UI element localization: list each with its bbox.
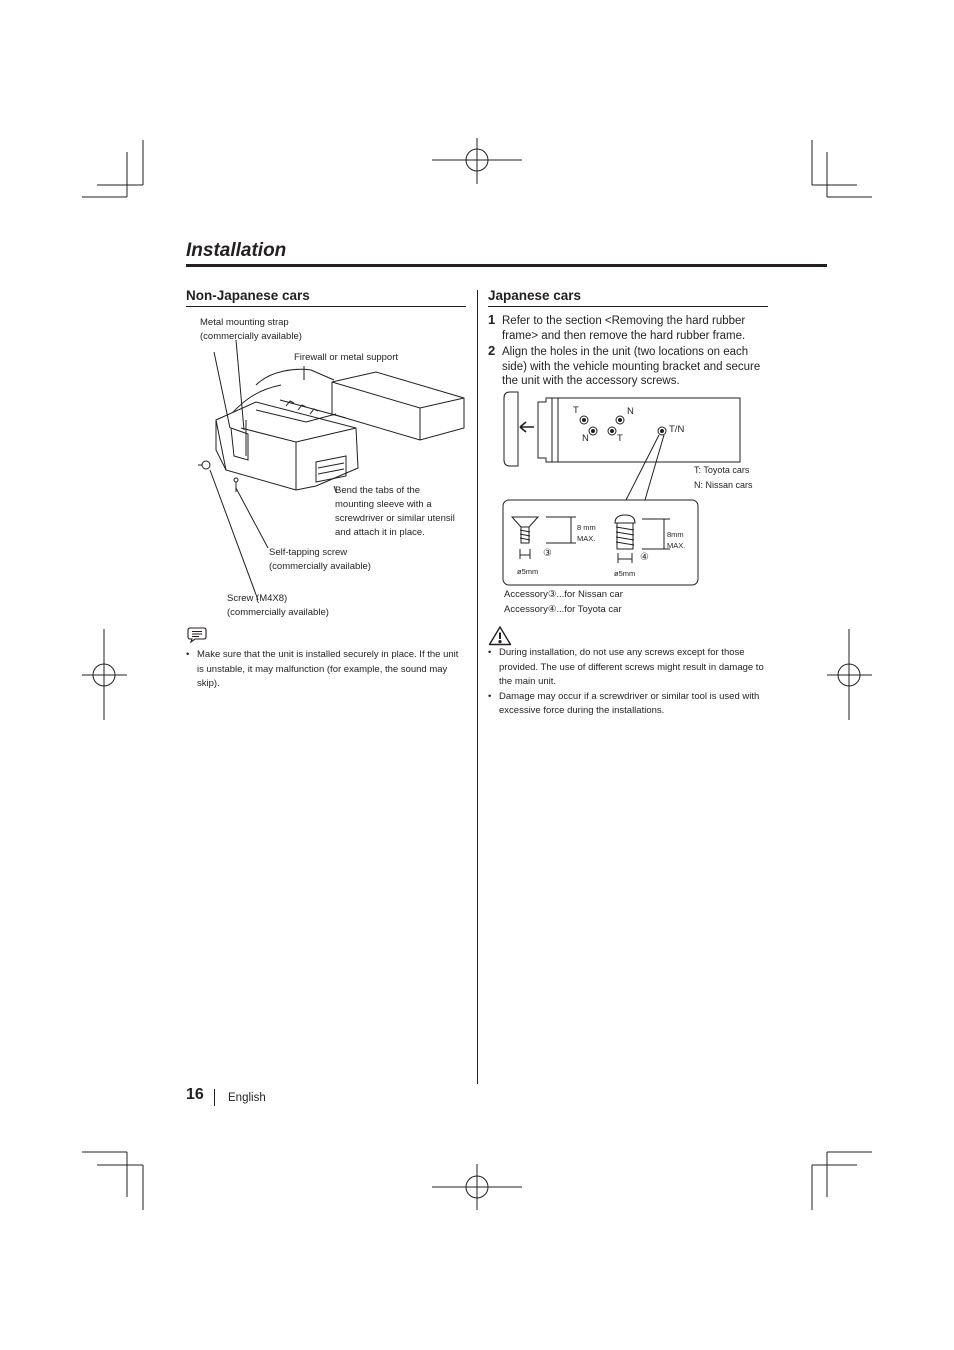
step-2-text: Align the holes in the unit (two locations on each side) with the vehicle mounting bracket and secure the unit with the accessory screws.	[502, 346, 761, 387]
footer-separator	[214, 1089, 215, 1106]
accessory-legend: Accessory③...for Nissan car Accessory④...for Toyota car	[504, 589, 623, 615]
column-divider	[477, 290, 478, 1084]
screw4-diameter: ø5mm	[614, 569, 636, 578]
hole-label-n2: N	[582, 433, 589, 444]
footer-language: English	[228, 1092, 266, 1104]
callout-self-tapping-screw: Self-tapping screw (commercially available)	[269, 547, 371, 572]
hole-label-tn: T/N	[669, 424, 685, 435]
right-heading-rule	[488, 306, 768, 307]
step-1-text: Refer to the section <Removing the hard rubber frame> and then remove the hard rubber frame.	[502, 315, 746, 342]
left-heading-rule	[186, 306, 466, 307]
caution-item: • During installation, do not use any screws except for those provided. The use of different screws might result in damage to the main unit.	[488, 646, 764, 690]
screw3-accessory-number: ③	[543, 548, 552, 559]
callout-firewall: Firewall or metal support	[294, 352, 399, 363]
screw4-accessory-number: ④	[640, 552, 649, 563]
hole-label-n1: N	[627, 406, 634, 417]
hole-label-t1: T	[573, 405, 579, 416]
caution-list	[488, 646, 764, 719]
callout-metal-strap: Metal mounting strap (commercially available)	[200, 317, 302, 342]
hole-legend: T: Toyota cars N: Nissan cars	[694, 465, 753, 490]
screw3-diameter: ø5mm	[517, 567, 539, 576]
screw3-length: 8 mm MAX.	[577, 523, 596, 543]
callout-screw-m4x8: Screw (M4X8) (commercially available)	[227, 593, 329, 618]
warning-triangle-icon	[488, 625, 512, 646]
step-1-number: 1	[488, 312, 496, 327]
heading-japanese-cars: Japanese cars	[488, 288, 582, 303]
note-speech-bubble-icon	[186, 626, 208, 644]
caution-item: • Damage may occur if a screwdriver or similar tool is used with excessive force during the installations.	[488, 690, 764, 719]
step-2-number: 2	[488, 343, 496, 358]
note-list	[186, 648, 466, 692]
title-rule	[186, 264, 827, 267]
callout-bend-tabs: Bend the tabs of the mounting sleeve with a screwdriver or similar utensil and attach it in place.	[335, 485, 455, 538]
screw4-length: 8mm MAX.	[667, 530, 686, 550]
heading-non-japanese-cars: Non-Japanese cars	[186, 288, 310, 303]
hole-label-t2: T	[617, 433, 623, 444]
page-number: 16	[186, 1086, 204, 1103]
section-title: Installation	[186, 240, 287, 261]
note-item: • Make sure that the unit is installed securely in place. If the unit is unstable, it may malfunction (for example, the sound may skip).	[186, 648, 466, 692]
